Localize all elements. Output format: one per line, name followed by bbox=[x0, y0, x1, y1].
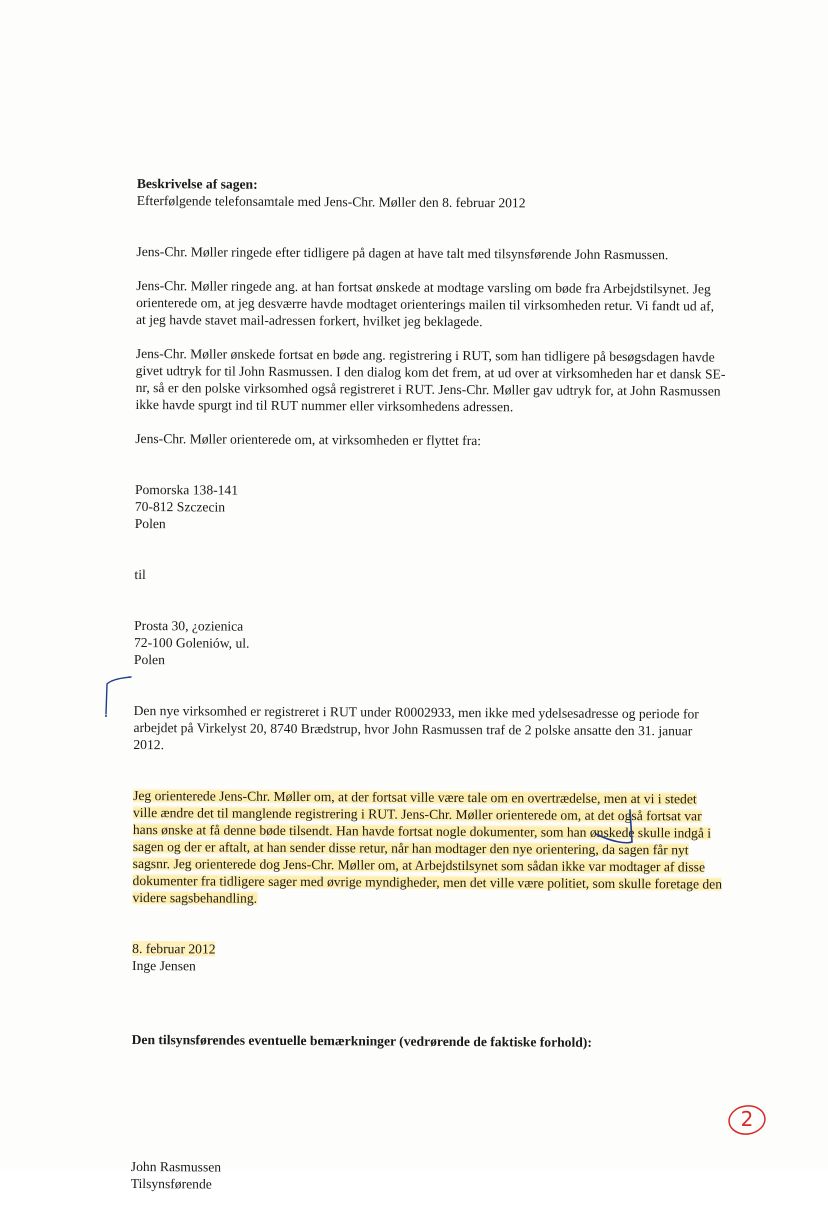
address-to-country: Polen bbox=[133, 651, 165, 668]
highlighted-text: Jeg orienterede Jens-Chr. Møller om, at der fortsat ville være tale om en overtrædelse, men at vi i stedet ville ændre det til manglende registrering i RUT. Jens-Chr. Møller orienterede om, at det også fortsat var hans ønske at få denne bøde tilsendt. Han havde fortsat nogle dokumenter, som han ønskede skulle indgå i sagen og der er aftalt, at han sender disse retur, når han modtager den nye orientering, da sagen får nyt sagsnr. Jeg orienterede dog Jens-Chr. Møller om, at Arbejdstilsynet som sådan ikke var modtager af disse dokumenter fra tidligere sager med øvrige myndigheder, men det ville være politiet, som skulle foretage den videre sagsbehandling. bbox=[132, 787, 723, 906]
signature-name: Inge Jensen bbox=[132, 957, 196, 974]
paragraph-call: Jens-Chr. Møller ringede efter tidligere på dagen at have talt med tilsynsførende John Rasmussen. bbox=[136, 243, 669, 263]
right-bracket-mark-icon bbox=[592, 808, 642, 852]
signature-date: 8. februar 2012 bbox=[132, 940, 216, 957]
address-from-street: Pomorska 138-141 bbox=[134, 481, 239, 498]
page-number-mark bbox=[725, 1101, 769, 1139]
address-to bbox=[134, 600, 725, 689]
address-from bbox=[135, 464, 726, 553]
case-heading bbox=[137, 158, 727, 230]
paragraph-registration: Den nye virksomhed er registreret i RUT under R0002933, men ikke med ydelsesadresse og periode for arbejdet på Virkelyst 20, 8740 Brædstrup, hvor John Rasmussen traf de 2 polske ansatte den 31. januar 2012. bbox=[133, 702, 699, 753]
paragraph-warning: Jens-Chr. Møller ringede ang. at han fortsat ønskede at modtage varsling om bøde fra Arbejdstilsynet. Jeg orienterede om, at jeg desværre havde modtaget orienterings mailen til virksomheden retur. Vi fandt ud af, at jeg havde stavet mail-adressen forkert, hvilket jeg beklagede. bbox=[135, 277, 715, 330]
address-to-street: Prosta 30, ¿ozienica bbox=[134, 617, 244, 634]
case-subtitle: Efterfølgende telefonsamtale med Jens-Chr. Møller den 8. februar 2012 bbox=[136, 192, 526, 211]
paragraph-rut: Jens-Chr. Møller ønskede fortsat en bøde ang. registrering i RUT, som han tidligere på besøgsdagen havde givet udtryk for til John Rasmussen. I den dialog kom det frem, at ud over at virksomheden har et dansk SE-nr, så er den polske virksomhed også registreret i RUT. Jens-Chr. Møller gav udtryk for, at John Rasmussen ikke havde spurgt ind til RUT nummer eller virksomhedens adressen. bbox=[135, 345, 726, 415]
inspector-title: Tilsynsførende bbox=[130, 1175, 212, 1192]
signature-block bbox=[132, 923, 722, 995]
inspector-name: John Rasmussen bbox=[130, 1158, 222, 1175]
remarks-title: Den tilsynsførendes eventuelle bemærkninger (vedrørende de faktiske forhold): bbox=[131, 1031, 592, 1050]
address-from-city: 70-812 Szczecin bbox=[134, 498, 226, 515]
left-bracket-mark-icon bbox=[101, 674, 135, 720]
inspector-block bbox=[131, 1141, 721, 1213]
til-word: til bbox=[134, 566, 146, 583]
document-body bbox=[130, 158, 727, 1230]
address-from-country: Polen bbox=[134, 515, 166, 532]
case-title: Beskrivelse af sagen: bbox=[136, 175, 258, 192]
address-to-city: 72-100 Goleniów, ul. bbox=[133, 634, 250, 651]
paragraph-moved: Jens-Chr. Møller orienterede om, at virksomheden er flyttet fra: bbox=[135, 430, 482, 449]
page-number-text: 2 bbox=[740, 1107, 754, 1131]
